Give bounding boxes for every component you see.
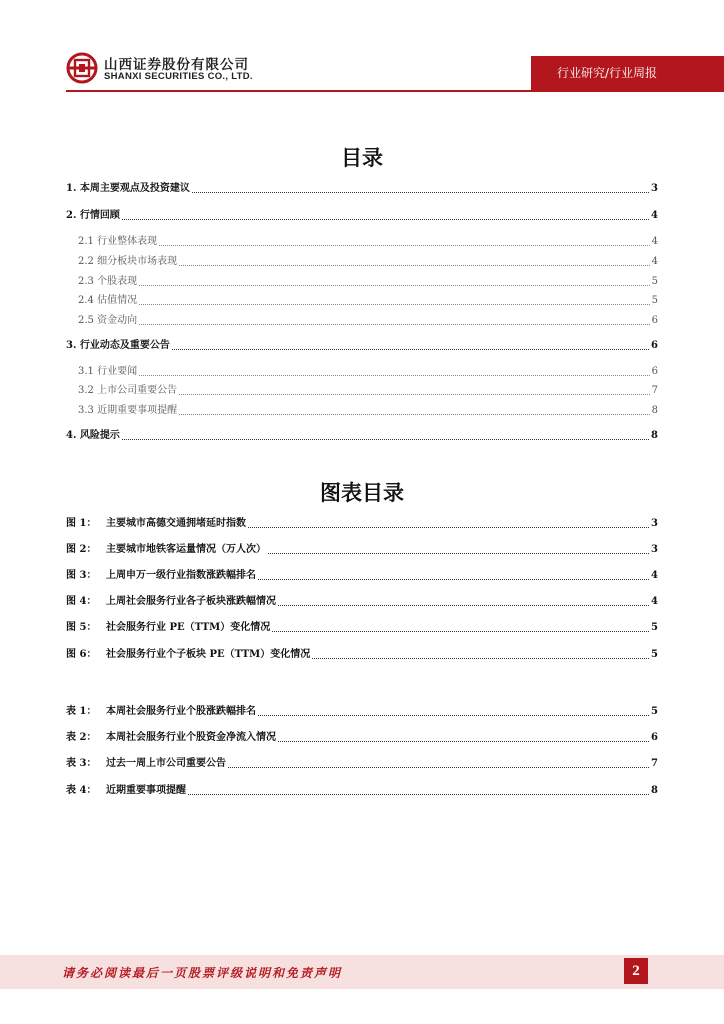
table-number: 表 1：	[66, 706, 97, 717]
toc-entry-label	[66, 705, 256, 719]
toc-entry-text: 4. 风险提示	[66, 430, 120, 441]
dot-leader	[268, 553, 649, 554]
toc-entry-label	[66, 569, 256, 583]
toc-entry-page: 6	[651, 366, 658, 377]
toc-entry[interactable]	[66, 292, 658, 308]
toc-entry-page: 7	[651, 385, 658, 396]
toc-entry[interactable]	[66, 427, 658, 443]
toc-entry-page: 8	[651, 785, 658, 796]
table-number: 表 3：	[66, 758, 97, 769]
toc-entry[interactable]	[66, 541, 658, 557]
toc-entry[interactable]	[66, 207, 658, 223]
toc-entry[interactable]	[66, 567, 658, 583]
toc-entry-label	[66, 595, 276, 609]
table-caption: 本周社会服务行业个股资金净流入情况	[106, 732, 276, 743]
page-number: 2	[624, 958, 648, 984]
toc-entry-page: 5	[651, 622, 658, 633]
page-header	[0, 0, 724, 100]
table-number: 表 2：	[66, 732, 97, 743]
figure-number: 图 2：	[66, 544, 97, 555]
dot-leader	[188, 794, 649, 795]
dot-leader	[278, 741, 649, 742]
toc-entry[interactable]	[66, 253, 658, 269]
toc-entry-label	[78, 275, 137, 289]
dot-leader	[179, 394, 650, 395]
figure-number: 图 1：	[66, 518, 97, 529]
toc-entry-label	[78, 235, 157, 249]
toc-entry-text: 3.1 行业要闻	[78, 366, 138, 377]
toc-title: 目录	[341, 146, 383, 170]
toc-entry[interactable]	[66, 729, 658, 745]
figure-number: 图 5：	[66, 622, 97, 633]
toc-entry-text: 2.5 资金动向	[78, 315, 138, 326]
toc-entry[interactable]	[66, 273, 658, 289]
toc-entry-label	[66, 182, 190, 196]
toc-entry-label	[66, 543, 266, 557]
toc-entry[interactable]	[66, 382, 658, 398]
toc-entry-page: 6	[651, 732, 658, 743]
toc-entry-page: 5	[651, 295, 658, 306]
toc-entry-page: 8	[651, 405, 658, 416]
toc-entry-label	[66, 517, 246, 531]
table-caption: 本周社会服务行业个股涨跌幅排名	[106, 706, 256, 717]
figures-title: 图表目录	[320, 481, 404, 505]
figure-caption: 主要城市地铁客运量情况（万人次）	[106, 544, 266, 555]
toc-entry-label	[66, 648, 310, 662]
toc-entry-label	[78, 365, 137, 379]
dot-leader	[258, 579, 649, 580]
dot-leader	[278, 605, 649, 606]
toc-entry-text: 3.3 近期重要事项提醒	[78, 405, 178, 416]
toc-entry-label	[78, 294, 137, 308]
dot-leader	[172, 349, 649, 350]
toc-entry-page: 6	[651, 315, 658, 326]
toc-entry-label	[66, 429, 120, 443]
toc-entry[interactable]	[66, 782, 658, 798]
dot-leader	[139, 304, 650, 305]
toc-entry-page: 5	[651, 706, 658, 717]
dot-leader	[179, 414, 650, 415]
toc-entry[interactable]	[66, 593, 658, 609]
toc-entry[interactable]	[66, 402, 658, 418]
table-caption: 近期重要事项提醒	[106, 785, 186, 796]
disclaimer-notice: 请务必阅读最后一页股票评级说明和免责声明	[62, 966, 343, 980]
toc-entry-label	[78, 384, 177, 398]
toc-entry-page: 4	[651, 210, 658, 221]
dot-leader	[228, 767, 649, 768]
toc-entry-page: 8	[651, 430, 658, 441]
toc-entry[interactable]	[66, 180, 658, 196]
toc-entry-page: 4	[651, 596, 658, 607]
toc-entry-page: 5	[651, 649, 658, 660]
toc-entry-page: 3	[651, 518, 658, 529]
toc-entry-text: 2.4 估值情况	[78, 295, 138, 306]
dot-leader	[159, 245, 650, 246]
dot-leader	[272, 631, 649, 632]
dot-leader	[179, 265, 650, 266]
toc-entry-label	[66, 731, 276, 745]
report-category-tag: 行业研究/行业周报	[531, 56, 724, 90]
company-name-en: SHANXI SECURITIES CO., LTD.	[104, 71, 253, 82]
dot-leader	[192, 192, 649, 193]
toc-entry-page: 6	[651, 340, 658, 351]
figure-caption: 社会服务行业个子板块 PE（TTM）变化情况	[106, 649, 311, 660]
figure-caption: 社会服务行业 PE（TTM）变化情况	[106, 622, 271, 633]
toc-entry[interactable]	[66, 703, 658, 719]
table-caption: 过去一周上市公司重要公告	[106, 758, 226, 769]
toc-entry[interactable]	[66, 233, 658, 249]
toc-entry-page: 4	[651, 236, 658, 247]
toc-entry-label	[66, 784, 186, 798]
toc-entry-text: 3. 行业动态及重要公告	[66, 340, 170, 351]
toc-entry-text: 2. 行情回顾	[66, 210, 120, 221]
dot-leader	[312, 658, 649, 659]
figure-caption: 主要城市高德交通拥堵延时指数	[106, 518, 246, 529]
figure-number: 图 6：	[66, 649, 97, 660]
toc-entry-label	[66, 757, 226, 771]
toc-entry-label	[66, 621, 270, 635]
toc-entry[interactable]	[66, 646, 658, 662]
figure-caption: 上周申万一级行业指数涨跌幅排名	[106, 570, 256, 581]
toc-entry-page: 7	[651, 758, 658, 769]
toc-entry-label	[78, 404, 177, 418]
toc-entry[interactable]	[66, 312, 658, 328]
toc-entry-page: 3	[651, 183, 658, 194]
toc-entry-page: 4	[651, 256, 658, 267]
dot-leader	[122, 219, 649, 220]
toc-entry-page: 3	[651, 544, 658, 555]
toc-entry-label	[66, 339, 170, 353]
figure-number: 图 4：	[66, 596, 97, 607]
dot-leader	[122, 439, 649, 440]
company-name-cn: 山西证券股份有限公司	[104, 57, 249, 73]
toc-entry[interactable]	[66, 337, 658, 353]
toc-entry-label	[78, 314, 137, 328]
dot-leader	[139, 375, 650, 376]
figure-number: 图 3：	[66, 570, 97, 581]
dot-leader	[139, 285, 650, 286]
toc-entry-text: 1. 本周主要观点及投资建议	[66, 183, 190, 194]
toc-entry-page: 5	[651, 276, 658, 287]
toc-entry-text: 2.2 细分板块市场表现	[78, 256, 178, 267]
dot-leader	[248, 527, 649, 528]
toc-entry[interactable]	[66, 755, 658, 771]
toc-entry-text: 2.1 行业整体表现	[78, 236, 158, 247]
toc-entry[interactable]	[66, 363, 658, 379]
table-number: 表 4：	[66, 785, 97, 796]
header-divider	[66, 90, 724, 92]
dot-leader	[139, 324, 650, 325]
dot-leader	[258, 715, 649, 716]
toc-entry-text: 2.3 个股表现	[78, 276, 138, 287]
toc-entry-label	[66, 209, 120, 223]
toc-entry-text: 3.2 上市公司重要公告	[78, 385, 178, 396]
company-logo-icon	[66, 52, 98, 84]
toc-entry[interactable]	[66, 515, 658, 531]
toc-entry-label	[78, 255, 177, 269]
toc-entry[interactable]	[66, 619, 658, 635]
toc-entry-page: 4	[651, 570, 658, 581]
figure-caption: 上周社会服务行业各子板块涨跌幅情况	[106, 596, 276, 607]
